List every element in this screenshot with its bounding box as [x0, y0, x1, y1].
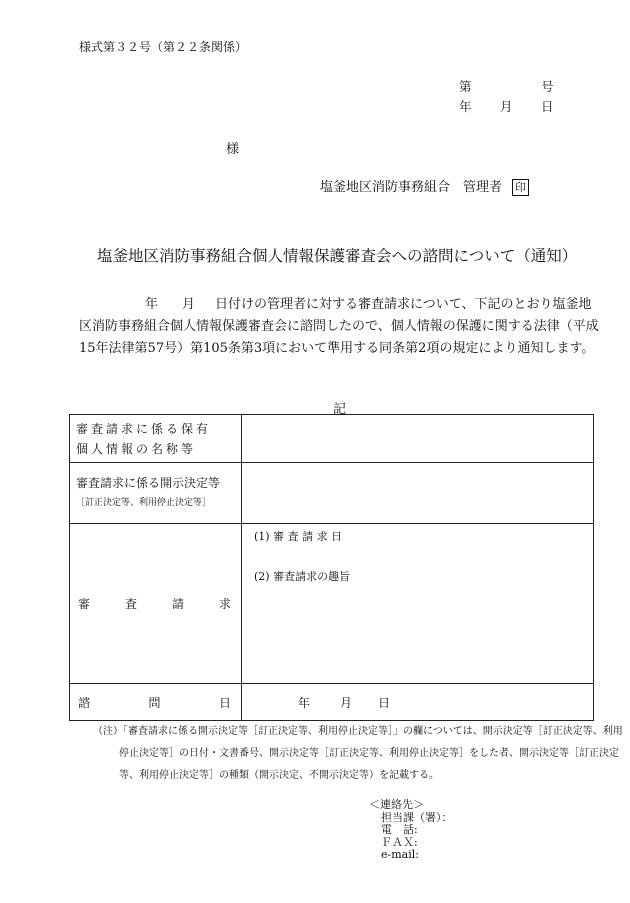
label-line-small: ［訂正決定等、利用停止決定等］	[76, 498, 212, 508]
label-line: 審査請求に係る開示決定等	[76, 476, 221, 490]
contact-dept: 担当課（署）：	[381, 810, 453, 824]
label-char: 審	[78, 597, 91, 611]
sender-name: 塩釜地区消防事務組合 管理者	[320, 180, 503, 195]
date-day-label: 日	[541, 99, 554, 114]
review-request-date-item: (1) 審 査 請 求 日	[254, 530, 343, 543]
body-paragraph	[79, 294, 599, 360]
label-char: 諮	[78, 695, 91, 710]
inquiry-year-label: 年	[298, 695, 311, 710]
label-char: 査	[124, 597, 137, 611]
table-row	[70, 463, 594, 524]
doc-number-suffix: 号	[541, 79, 554, 94]
body-month-label: 月	[182, 297, 196, 312]
label-char: 日	[218, 695, 231, 710]
date-month-label: 月	[500, 99, 513, 114]
table-label-holding-info	[70, 415, 242, 463]
body-text: 日付けの管理者に対する審査請求について、下記のとおり塩釜地区消防事務組合個人情報保護審査会に諮問したので、個人情報の保護に関する法律（平成15年法律第57号）第105条第3項において準用する同条第2項の規定により通知します。	[79, 297, 599, 356]
label-char: 問	[148, 695, 161, 710]
body-year-label: 年	[145, 297, 159, 312]
review-request-purpose-item: (2) 審査請求の趣旨	[254, 570, 351, 583]
seal-stamp: 印	[512, 179, 529, 196]
contact-tel: 電 話:	[381, 823, 418, 836]
table-row	[70, 524, 594, 684]
label-line: 個人情報の名称等	[76, 441, 197, 456]
contact-fax: ＦＡＸ:	[381, 835, 418, 849]
form-number: 様式第３２号（第２２条関係）	[79, 40, 248, 54]
label-line: 審査請求に係る保有	[76, 421, 212, 436]
table-value-review-request	[242, 524, 594, 684]
table-label-review-request	[70, 524, 242, 684]
document-title: 塩釜地区消防事務組合個人情報保護審査会への諮問について（通知）	[97, 247, 578, 265]
doc-number-prefix: 第	[459, 79, 472, 94]
label-char: 求	[218, 597, 231, 611]
table-value-holding-info	[242, 415, 594, 463]
sender-line	[320, 176, 529, 196]
table-value-disclosure-decision	[242, 463, 594, 524]
ki-heading: 記	[333, 402, 347, 417]
contact-block	[369, 799, 453, 862]
footnote: （注）「審査請求に係る開示決定等［訂正決定等、利用停止決定等］」の欄については、開示決定等［訂正決定等、利用停止決定等］の日付・文書番号、開示決定等［訂正決定等、利用停止決定等］をした者、開示決定等［訂正決定等、利用停止決定等］の種類（開示決定、不開示決定等）を記載する。	[93, 726, 623, 781]
addressee-honorific: 様	[226, 142, 240, 157]
inquiry-day-label: 日	[378, 695, 391, 710]
table-label-disclosure-decision	[70, 463, 242, 524]
contact-email: e-mail:	[381, 848, 419, 861]
inquiry-month-label: 月	[340, 695, 353, 710]
table-value-inquiry-date	[242, 684, 594, 721]
date-year-label: 年	[459, 99, 472, 114]
table-row	[70, 684, 594, 721]
label-char: 請	[171, 597, 184, 611]
record-table	[69, 414, 594, 721]
contact-header: ＜連絡先＞	[369, 798, 424, 811]
table-row	[70, 415, 594, 463]
table-label-inquiry-date	[70, 684, 242, 721]
